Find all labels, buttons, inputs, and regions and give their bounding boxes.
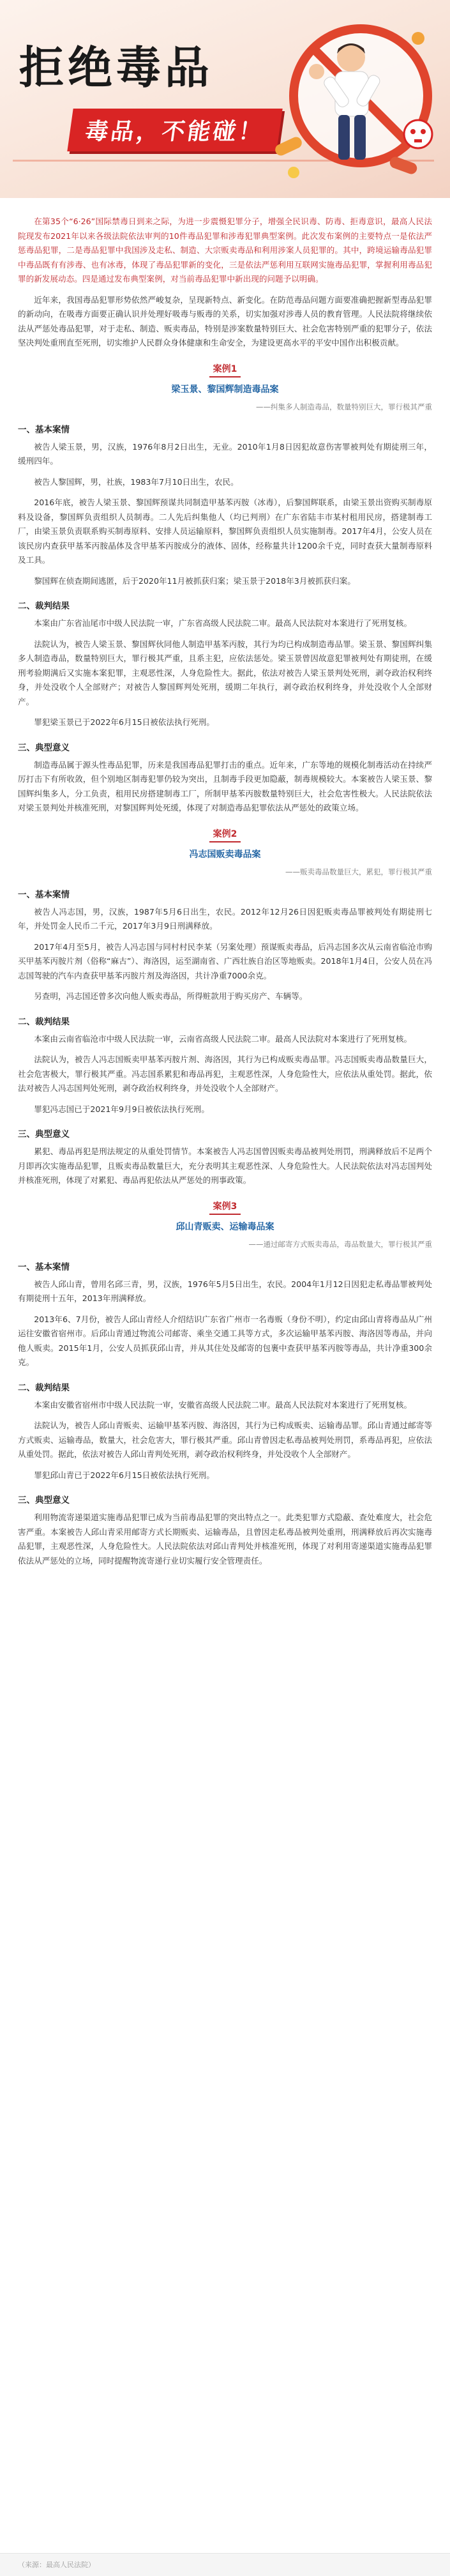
case-paragraph: 被告人黎国辉，男，社族，1983年7月10日出生，农民。 [34,476,239,487]
banner-title: 拒绝毒品 [19,42,213,94]
case-number: 案例3 [209,1200,241,1215]
case-title: 邱山青贩卖、运输毒品案 [176,1221,274,1232]
header-banner [0,0,450,198]
banner-subtitle: 毒品，不能碰！ [67,109,282,151]
case-tagline: ——通过邮寄方式贩卖毒品，毒品数量大，罪行极其严重 [248,1239,432,1249]
section-heading: 二、裁判结果 [18,1016,70,1027]
section-heading: 三、典型意义 [18,1129,70,1139]
case-paragraph: 法院认为，被告人梁玉景、黎国辉伙同他人制造甲基苯丙胺，其行为均已构成制造毒品罪。梁玉景、黎国辉纠集多人制造毒品，数量特别巨大，罪行极其严重，且系主犯，应依法惩处。梁玉景曾因故意犯罪被判处有期徒刑，在缓刑考验期满后又实施本案犯罪，主观恶性深，人身危险性大。据此，依法对被告人梁玉景判处死刑，剥夺政治权利终身，并处没收个人全部财产；对被告人黎国辉判处死刑，缓期二年执行，剥夺政治权利终身，并处没收个人全部财产。 [18,639,432,706]
case-paragraph: 黎国辉在侦查期间逃匿，后于2020年11月被抓获归案；梁玉景于2018年3月被抓获归案。 [34,575,356,586]
case-paragraph: 累犯、毒品再犯是刑法规定的从重处罚情节。本案被告人冯志国曾因贩卖毒品被判处刑罚，刑满释放后不足两个月即再次实施毒品犯罪，且贩卖毒品数量巨大，充分表明其主观恶性深、人身危险性大。人民法院依法对冯志国判处并核准死刑，体现了对累犯、毒品再犯依法从严惩处的刑事政策。 [18,1147,432,1185]
case-paragraph: 法院认为，被告人冯志国贩卖甲基苯丙胺片剂、海洛因，其行为已构成贩卖毒品罪。冯志国贩卖毒品数量巨大，社会危害极大，罪行极其严重。冯志国系累犯和毒品再犯，主观恶性深，人身危险性大，应依法从重处罚。据此，依法对被告人冯志国判处死刑，剥夺政治权利终身，并处没收个人全部财产。 [18,1055,432,1093]
section-heading: 三、典型意义 [18,742,70,753]
case-paragraph: 2017年4月至5月，被告人冯志国与同村村民李某（另案处理）预谋贩卖毒品，后冯志国多次从云南省临沧市购买甲基苯丙胺片剂（俗称“麻古”）、海洛因，运至湖南省、广西壮族自治区等地贩卖。2018年1月4日，公安人员在冯志国驾驶的汽车内查获甲基苯丙胺片剂及海洛因，共计净重7000余克。 [18,941,432,980]
intro-paragraph-1: 在第35个“6·26”国际禁毒日到来之际，为进一步震慑犯罪分子，增强全民识毒、防毒、拒毒意识，最高人民法院现发布2021年以来各级法院依法审判的10件毒品犯罪和涉毒犯罪典型案例。此次发布案例的主要特点一是依法严惩毒品犯罪，二是毒品犯罪中我国涉及走私、制造、大宗贩卖毒品和利用涉案人员犯罪的。其中，跨境运输毒品犯罪中毒品既有有涉毒、也有冰毒，体现了毒品犯罪新的变化，三是依法严惩利用互联网实施毒品犯罪，掌握利用毒品犯罪的新发展动态。四是通过发布典型案例，对当前毒品犯罪中新出现的问题予以明确。 [18,217,432,284]
section-heading: 三、典型意义 [18,1495,70,1505]
case-paragraph: 制造毒品属于源头性毒品犯罪，历来是我国毒品犯罪打击的重点。近年来，广东等地的规模化制毒活动在持续严厉打击下有所收敛，但个别地区制毒犯罪仍较为突出，且制毒手段更加隐蔽，制毒规模较大。本案被告人梁玉景、黎国辉纠集多人，分工负责，租用民房搭建制毒工厂，所制甲基苯丙胺数量特别巨大，社会危害性极大。人民法院依法对梁玉景判处并核准死刑，对黎国辉判处死缓，体现了对制造毒品犯罪依法从严惩处的政策立场。 [18,759,432,812]
case-paragraph: 本案由广东省汕尾市中级人民法院一审，广东省高级人民法院二审。最高人民法院对本案进行了死刑复核。 [34,618,412,628]
anti-drug-illustration-icon [255,13,440,192]
case-tagline: ——贩卖毒品数量巨大，累犯，罪行极其严重 [285,867,432,876]
case-paragraph: 罪犯冯志国已于2021年9月9日被依法执行死刑。 [34,1104,209,1114]
case-paragraph: 被告人梁玉景，男，汉族，1976年8月2日出生，无业。2010年1月8日因犯故意伤害罪被判处有期徒刑三年，缓刑四年。 [18,441,432,466]
case-tagline: ——纠集多人制造毒品，数量特别巨大，罪行极其严重 [256,402,432,411]
case-paragraph: 另查明，冯志国还曾多次向他人贩卖毒品，所得赃款用于购买房产、车辆等。 [34,991,308,1001]
section-heading: 二、裁判结果 [18,601,70,611]
case-paragraph: 2013年6、7月份，被告人邱山青经人介绍结识广东省广州市一名毒贩（身份不明），约定由邱山青将毒品从广州运往安徽省宿州市。后邱山青通过物流公司邮寄、乘坐交通工具等方式，多次运输甲基苯丙胺、海洛因等毒品，并向他人贩卖。2015年1月，公安人员抓获邱山青，并从其住处及邮寄的包裹中查获甲基苯丙胺等毒品，共计净重300余克。 [18,1314,432,1367]
case-number: 案例1 [209,362,241,377]
case-3-header [18,1200,432,1233]
case-title: 冯志国贩卖毒品案 [189,849,261,860]
article-body [0,198,450,1587]
case-2-header [18,827,432,860]
case-paragraph: 被告人冯志国，男，汉族，1987年5月6日出生，农民。2012年12月26日因犯贩卖毒品罪被判处有期徒刑七年，并处罚金人民币二千元，2017年3月9日刑满释放。 [18,906,432,931]
section-heading: 一、基本案情 [18,1261,70,1272]
case-1-header [18,362,432,395]
case-paragraph: 本案由云南省临沧市中级人民法院一审，云南省高级人民法院二审。最高人民法院对本案进行了死刑复核。 [34,1033,412,1044]
intro-paragraph-2: 近年来，我国毒品犯罪形势依然严峻复杂，呈现新特点、新变化。在防范毒品问题方面要准确把握新型毒品犯罪的新动向，在吸毒方面要正确认识并处理好吸毒与贩毒的关系，切实加强对涉毒人员的教育管理。人民法院将继续依法从严惩处毒品犯罪，对于走私、制造、贩卖毒品，特别是涉案数量特别巨大、社会危害特别严重的犯罪分子，依法坚决判处重刑直至死刑，切实维护人民群众身体健康和生命安全，为建设更高水平的平安中国作出积极贡献。 [18,294,432,347]
case-paragraph: 被告人邱山青，曾用名邱三青，男，汉族，1976年5月5日出生，农民。2004年1月12日因犯走私毒品罪被判处有期徒刑十五年，2013年刑满释放。 [18,1279,432,1303]
case-paragraph: 2016年底，被告人梁玉景、黎国辉预谋共同制造甲基苯丙胺（冰毒），后黎国辉联系，由梁玉景出资购买制毒原料及设备，黎国辉负责组织人员制毒。二人先后纠集他人（均已判刑）在广东省陆丰市某村租用民房，搭建制毒工厂，由梁玉景负责联系购买制毒原料、安排人员运输原料，黎国辉负责组织人员实施制毒。2017年4月，公安人员在该民房内查获甲基苯丙胺晶体及含甲基苯丙胺成分的液体、固体，经称量共计1200余千克，同时查获大量制毒原料及工具。 [18,498,432,565]
section-heading: 二、裁判结果 [18,1382,70,1393]
case-number: 案例2 [209,827,241,842]
section-heading: 一、基本案情 [18,889,70,900]
case-paragraph: 罪犯邱山青已于2022年6月15日被依法执行死刑。 [34,1470,214,1480]
section-heading: 一、基本案情 [18,424,70,435]
case-paragraph: 本案由安徽省宿州市中级人民法院一审，安徽省高级人民法院二审。最高人民法院对本案进行了死刑复核。 [34,1399,412,1410]
case-paragraph: 罪犯梁玉景已于2022年6月15日被依法执行死刑。 [34,717,214,727]
case-title: 梁玉景、黎国辉制造毒品案 [171,384,279,395]
article-footer: （来源：最高人民法院） [0,2553,450,2576]
case-paragraph: 利用物流寄递渠道实施毒品犯罪已成为当前毒品犯罪的突出特点之一。此类犯罪方式隐蔽、查处难度大，社会危害严重。本案被告人邱山青采用邮寄方式长期贩卖、运输毒品，且曾因走私毒品被判处重刑，刑满释放后再次实施毒品犯罪，主观恶性深，人身危险性大。人民法院依法对邱山青判处并核准死刑，体现了对利用寄递渠道实施毒品犯罪依法从严惩处的立场，同时提醒物流寄递行业切实履行安全管理责任。 [18,1513,432,1566]
case-paragraph: 法院认为，被告人邱山青贩卖、运输甲基苯丙胺、海洛因，其行为已构成贩卖、运输毒品罪。邱山青通过邮寄等方式贩卖、运输毒品，数量大，社会危害大，罪行极其严重。邱山青曾因走私毒品被判处刑罚，系毒品再犯，应依法从重处罚。据此，依法对被告人邱山青判处死刑，剥夺政治权利终身，并处没收个人全部财产。 [18,1421,432,1459]
